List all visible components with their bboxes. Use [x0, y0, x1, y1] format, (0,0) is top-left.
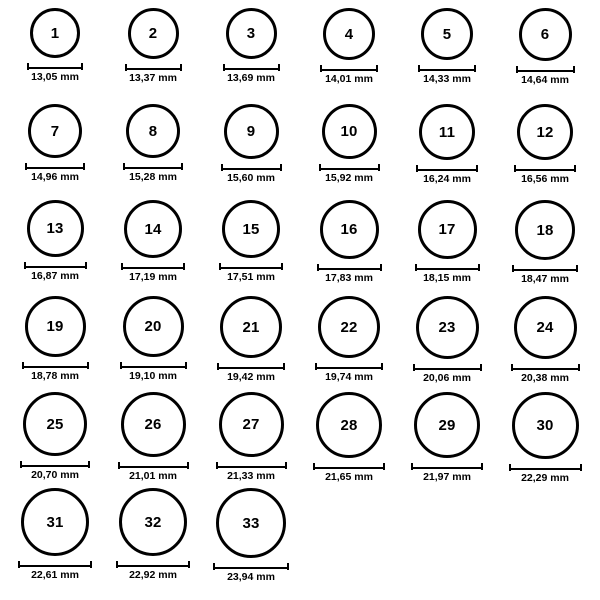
- caliper-icon: [313, 463, 385, 470]
- ring-size-cell: [398, 8, 496, 104]
- ring-size-cell: [300, 104, 398, 200]
- caliper-icon: [415, 264, 480, 271]
- caliper-icon: [25, 163, 85, 170]
- ring-size-cell: [6, 296, 104, 392]
- ring-diameter-label: 21,33 mm: [227, 470, 275, 482]
- ring-size-number: 18: [536, 221, 554, 239]
- ring-measurement: [27, 63, 83, 83]
- ring-size-number: 29: [438, 416, 456, 434]
- ring-size-number: 27: [242, 416, 260, 433]
- ring-diameter-label: 22,92 mm: [129, 569, 177, 581]
- caliper-icon: [509, 464, 582, 471]
- ring-circle: [517, 104, 573, 160]
- ring-circle: [128, 8, 179, 59]
- ring-diameter-label: 13,05 mm: [31, 71, 79, 83]
- ring-size-number: 33: [242, 514, 260, 532]
- ring-circle: [222, 200, 280, 258]
- ring-measurement: [516, 66, 575, 86]
- caliper-icon: [213, 563, 289, 570]
- caliper-icon: [411, 463, 483, 470]
- caliper-icon: [24, 262, 87, 269]
- ring-size-cell: [496, 8, 594, 104]
- ring-size-number: 24: [536, 319, 554, 336]
- ring-size-number: 28: [340, 416, 358, 434]
- ring-measurement: [221, 164, 282, 184]
- ring-size-number: 21: [242, 318, 260, 336]
- ring-measurement: [512, 265, 578, 285]
- ring-circle: [421, 8, 473, 60]
- ring-size-number: 17: [438, 221, 456, 238]
- ring-size-number: 14: [144, 220, 162, 238]
- ring-diameter-label: 16,87 mm: [31, 270, 79, 282]
- ring-measurement: [25, 163, 85, 183]
- ring-diameter-label: 15,60 mm: [227, 172, 275, 184]
- ring-size-cell: [398, 392, 496, 488]
- ring-size-number: 30: [536, 417, 554, 434]
- ring-size-number: 9: [246, 123, 256, 140]
- ring-size-number: 8: [148, 122, 158, 140]
- ring-size-number: 16: [340, 221, 358, 238]
- caliper-icon: [120, 362, 187, 369]
- ring-measurement: [514, 165, 576, 185]
- ring-diameter-label: 17,19 mm: [129, 271, 177, 283]
- ring-measurement: [22, 362, 89, 382]
- caliper-icon: [27, 63, 83, 70]
- ring-size-cell: [300, 392, 398, 488]
- ring-diameter-label: 18,78 mm: [31, 370, 79, 382]
- ring-diameter-label: 19,74 mm: [325, 371, 373, 383]
- ring-measurement: [121, 263, 185, 283]
- ring-circle: [418, 200, 477, 259]
- ring-diameter-label: 17,83 mm: [325, 272, 373, 284]
- ring-measurement: [123, 163, 183, 183]
- caliper-icon: [223, 64, 280, 71]
- ring-circle: [416, 296, 479, 359]
- caliper-icon: [512, 265, 578, 272]
- ring-measurement: [125, 64, 182, 84]
- caliper-icon: [118, 462, 189, 469]
- ring-size-number: 31: [46, 513, 64, 531]
- ring-circle: [419, 104, 475, 160]
- ring-measurement: [18, 561, 92, 581]
- caliper-icon: [22, 362, 89, 369]
- ring-size-cell: [496, 200, 594, 296]
- ring-circle: [123, 296, 184, 357]
- ring-size-number: 20: [144, 318, 162, 335]
- ring-circle: [25, 296, 86, 357]
- ring-circle: [414, 392, 480, 458]
- ring-size-number: 25: [46, 415, 64, 433]
- ring-measurement: [116, 561, 190, 581]
- ring-size-cell: [6, 104, 104, 200]
- ring-size-cell: [104, 296, 202, 392]
- ring-size-number: 11: [438, 123, 456, 141]
- ring-circle: [316, 392, 382, 458]
- ring-measurement: [313, 463, 385, 483]
- ring-circle: [220, 296, 282, 358]
- ring-size-number: 26: [144, 416, 162, 433]
- ring-size-cell: [202, 8, 300, 104]
- ring-diameter-label: 16,56 mm: [521, 173, 569, 185]
- ring-measurement: [219, 263, 283, 283]
- ring-size-cell: [202, 200, 300, 296]
- ring-diameter-label: 22,29 mm: [521, 472, 569, 484]
- ring-circle: [320, 200, 379, 259]
- ring-size-cell: [202, 296, 300, 392]
- ring-measurement: [217, 363, 285, 383]
- ring-circle: [121, 392, 186, 457]
- ring-circle: [323, 8, 375, 60]
- ring-size-number: 15: [242, 220, 260, 238]
- caliper-icon: [416, 165, 478, 172]
- ring-diameter-label: 20,70 mm: [31, 469, 79, 481]
- ring-diameter-label: 15,28 mm: [129, 171, 177, 183]
- ring-measurement: [20, 461, 90, 481]
- ring-diameter-label: 14,01 mm: [325, 73, 373, 85]
- ring-diameter-label: 14,64 mm: [521, 74, 569, 86]
- ring-measurement: [415, 264, 480, 284]
- caliper-icon: [18, 561, 92, 568]
- ring-circle: [27, 200, 84, 257]
- ring-size-number: 22: [340, 318, 358, 336]
- ring-size-cell: [202, 488, 300, 584]
- ring-size-number: 2: [148, 25, 158, 42]
- ring-diameter-label: 20,38 mm: [521, 372, 569, 384]
- ring-circle: [216, 488, 286, 558]
- ring-measurement: [317, 264, 382, 284]
- ring-measurement: [223, 64, 280, 84]
- ring-size-cell: [202, 104, 300, 200]
- caliper-icon: [319, 164, 380, 171]
- caliper-icon: [315, 363, 383, 370]
- ring-measurement: [509, 464, 582, 484]
- ring-diameter-label: 23,94 mm: [227, 571, 275, 583]
- ring-size-number: 3: [246, 25, 256, 42]
- ring-diameter-label: 17,51 mm: [227, 271, 275, 283]
- caliper-icon: [418, 65, 476, 72]
- ring-measurement: [120, 362, 187, 382]
- ring-size-cell: [6, 8, 104, 104]
- ring-measurement: [413, 364, 482, 384]
- ring-size-cell: [300, 8, 398, 104]
- ring-size-cell: [300, 200, 398, 296]
- ring-measurement: [320, 65, 378, 85]
- ring-size-cell: [104, 488, 202, 584]
- ring-size-number: 10: [340, 123, 358, 140]
- ring-circle: [21, 488, 89, 556]
- ring-size-cell: [104, 392, 202, 488]
- ring-circle: [219, 392, 284, 457]
- ring-diameter-label: 16,24 mm: [423, 173, 471, 185]
- ring-circle: [224, 104, 279, 159]
- caliper-icon: [514, 165, 576, 172]
- ring-diameter-label: 18,15 mm: [423, 272, 471, 284]
- ring-circle: [28, 104, 82, 158]
- ring-size-number: 32: [144, 513, 162, 531]
- ring-size-number: 6: [540, 26, 550, 43]
- ring-circle: [514, 296, 577, 359]
- caliper-icon: [516, 66, 575, 73]
- ring-measurement: [511, 364, 580, 384]
- caliper-icon: [123, 163, 183, 170]
- ring-measurement: [216, 462, 287, 482]
- ring-size-number: 13: [46, 220, 64, 237]
- ring-size-cell: [496, 104, 594, 200]
- ring-circle: [322, 104, 377, 159]
- ring-size-number: 4: [344, 25, 354, 43]
- caliper-icon: [216, 462, 287, 469]
- ring-diameter-label: 22,61 mm: [31, 569, 79, 581]
- ring-diameter-label: 14,96 mm: [31, 171, 79, 183]
- ring-diameter-label: 20,06 mm: [423, 372, 471, 384]
- ring-size-cell: [496, 392, 594, 488]
- caliper-icon: [413, 364, 482, 371]
- caliper-icon: [116, 561, 190, 568]
- ring-measurement: [416, 165, 478, 185]
- ring-diameter-label: 19,10 mm: [129, 370, 177, 382]
- ring-measurement: [213, 563, 289, 583]
- ring-size-number: 12: [536, 123, 554, 141]
- caliper-icon: [125, 64, 182, 71]
- ring-measurement: [418, 65, 476, 85]
- ring-circle: [126, 104, 180, 158]
- ring-circle: [519, 8, 572, 61]
- ring-size-cell: [398, 104, 496, 200]
- caliper-icon: [121, 263, 185, 270]
- caliper-icon: [219, 263, 283, 270]
- caliper-icon: [217, 363, 285, 370]
- caliper-icon: [221, 164, 282, 171]
- ring-circle: [512, 392, 579, 459]
- ring-size-cell: [496, 296, 594, 392]
- ring-circle: [226, 8, 277, 59]
- ring-diameter-label: 21,01 mm: [129, 470, 177, 482]
- ring-size-cell: [398, 296, 496, 392]
- ring-size-cell: [6, 200, 104, 296]
- ring-diameter-label: 21,97 mm: [423, 471, 471, 483]
- ring-measurement: [24, 262, 87, 282]
- caliper-icon: [317, 264, 382, 271]
- ring-size-cell: [300, 296, 398, 392]
- ring-size-number: 23: [438, 319, 456, 336]
- ring-size-cell: [202, 392, 300, 488]
- ring-diameter-label: 13,69 mm: [227, 72, 275, 84]
- ring-circle: [30, 8, 80, 58]
- caliper-icon: [320, 65, 378, 72]
- ring-circle: [23, 392, 87, 456]
- ring-size-number: 7: [50, 122, 60, 140]
- ring-measurement: [118, 462, 189, 482]
- caliper-icon: [511, 364, 580, 371]
- ring-size-cell: [6, 392, 104, 488]
- ring-measurement: [411, 463, 483, 483]
- ring-size-cell: [104, 8, 202, 104]
- ring-diameter-label: 14,33 mm: [423, 73, 471, 85]
- ring-size-cell: [104, 104, 202, 200]
- ring-circle: [515, 200, 575, 260]
- ring-diameter-label: 21,65 mm: [325, 471, 373, 483]
- caliper-icon: [20, 461, 90, 468]
- ring-circle: [124, 200, 182, 258]
- ring-circle: [119, 488, 187, 556]
- ring-size-cell: [6, 488, 104, 584]
- ring-size-number: 5: [442, 25, 452, 43]
- ring-measurement: [319, 164, 380, 184]
- ring-circle: [318, 296, 380, 358]
- ring-size-number: 1: [50, 24, 60, 42]
- ring-diameter-label: 13,37 mm: [129, 72, 177, 84]
- ring-diameter-label: 19,42 mm: [227, 371, 275, 383]
- ring-measurement: [315, 363, 383, 383]
- ring-size-cell: [398, 200, 496, 296]
- ring-size-cell: [104, 200, 202, 296]
- ring-size-number: 19: [46, 318, 64, 335]
- ring-diameter-label: 18,47 mm: [521, 273, 569, 285]
- ring-diameter-label: 15,92 mm: [325, 172, 373, 184]
